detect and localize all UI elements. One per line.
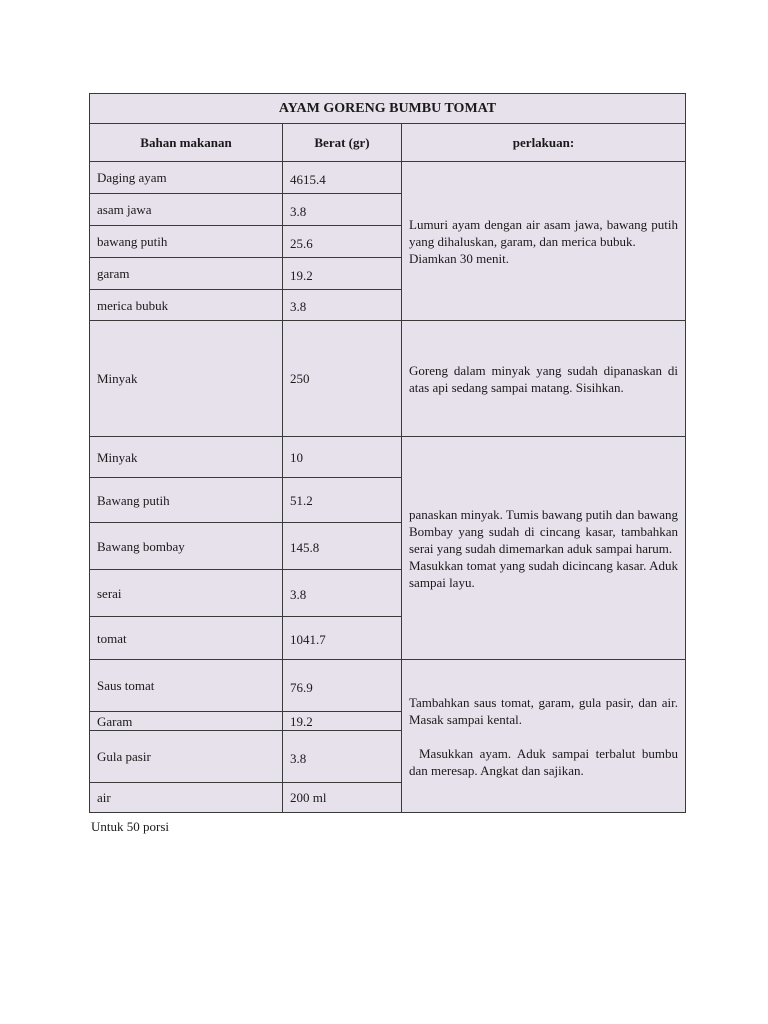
step-cell bbox=[402, 660, 686, 813]
ingredient-name: Minyak bbox=[90, 437, 283, 478]
ingredient-weight: 3.8 bbox=[283, 290, 402, 321]
ingredient-weight: 250 bbox=[283, 321, 402, 437]
serving-note: Untuk 50 porsi bbox=[91, 819, 169, 834]
title-row bbox=[90, 94, 686, 124]
ingredient-weight: 19.2 bbox=[283, 712, 402, 731]
header-row bbox=[90, 124, 686, 162]
ingredient-name: Daging ayam bbox=[90, 162, 283, 194]
step-text: Goreng dalam minyak yang sudah dipanaskan di atas api sedang sampai matang. Sisihkan. bbox=[409, 362, 678, 395]
ingredient-name: Bawang putih bbox=[90, 478, 283, 523]
ingredient-name: merica bubuk bbox=[90, 290, 283, 321]
ingredient-weight: 76.9 bbox=[283, 660, 402, 712]
table-row bbox=[90, 437, 686, 478]
ingredient-name: asam jawa bbox=[90, 194, 283, 226]
ingredient-name: air bbox=[90, 783, 283, 813]
step-text: Diamkan 30 menit. bbox=[409, 250, 510, 266]
ingredient-name: Bawang bombay bbox=[90, 523, 283, 570]
ingredient-name: tomat bbox=[90, 617, 283, 660]
ingredient-weight: 4615.4 bbox=[283, 162, 402, 194]
ingredient-name: Gula pasir bbox=[90, 731, 283, 783]
recipe-table bbox=[89, 93, 686, 813]
table-row bbox=[90, 321, 686, 437]
step-text: Masukkan tomat yang sudah dicincang kasar. Aduk sampai layu. bbox=[409, 557, 678, 590]
ingredient-name: Garam bbox=[90, 712, 283, 731]
ingredient-name: garam bbox=[90, 258, 283, 290]
step-text: Lumuri ayam dengan air asam jawa, bawang putih yang dihaluskan, garam, dan merica bubuk. bbox=[409, 216, 678, 249]
ingredient-name: Saus tomat bbox=[90, 660, 283, 712]
ingredient-weight: 3.8 bbox=[283, 731, 402, 783]
ingredient-weight: 51.2 bbox=[283, 478, 402, 523]
ingredient-weight: 3.8 bbox=[283, 570, 402, 617]
ingredient-weight: 200 ml bbox=[283, 783, 402, 813]
step-cell bbox=[402, 437, 686, 660]
header-ingredient: Bahan makanan bbox=[90, 124, 283, 162]
ingredient-weight: 1041.7 bbox=[283, 617, 402, 660]
ingredient-name: Minyak bbox=[90, 321, 283, 437]
ingredient-weight: 10 bbox=[283, 437, 402, 478]
step-cell bbox=[402, 162, 686, 321]
ingredient-weight: 145.8 bbox=[283, 523, 402, 570]
step-cell bbox=[402, 321, 686, 437]
ingredient-name: bawang putih bbox=[90, 226, 283, 258]
step-text: panaskan minyak. Tumis bawang putih dan bawang Bombay yang sudah di cincang kasar, tambahkan serai yang sudah dimemarkan aduk sampai harum. bbox=[409, 506, 678, 556]
header-treatment: perlakuan: bbox=[402, 124, 686, 162]
ingredient-weight: 3.8 bbox=[283, 194, 402, 226]
recipe-sheet bbox=[89, 93, 685, 813]
step-text: Masukkan ayam. Aduk sampai terbalut bumbu dan meresap. Angkat dan sajikan. bbox=[409, 745, 678, 778]
table-row bbox=[90, 660, 686, 712]
step-text: Tambahkan saus tomat, garam, gula pasir, dan air. Masak sampai kental. bbox=[409, 694, 678, 727]
ingredient-weight: 25.6 bbox=[283, 226, 402, 258]
recipe-title: AYAM GORENG BUMBU TOMAT bbox=[90, 94, 686, 124]
ingredient-weight: 19.2 bbox=[283, 258, 402, 290]
table-row bbox=[90, 162, 686, 194]
header-weight: Berat (gr) bbox=[283, 124, 402, 162]
ingredient-name: serai bbox=[90, 570, 283, 617]
